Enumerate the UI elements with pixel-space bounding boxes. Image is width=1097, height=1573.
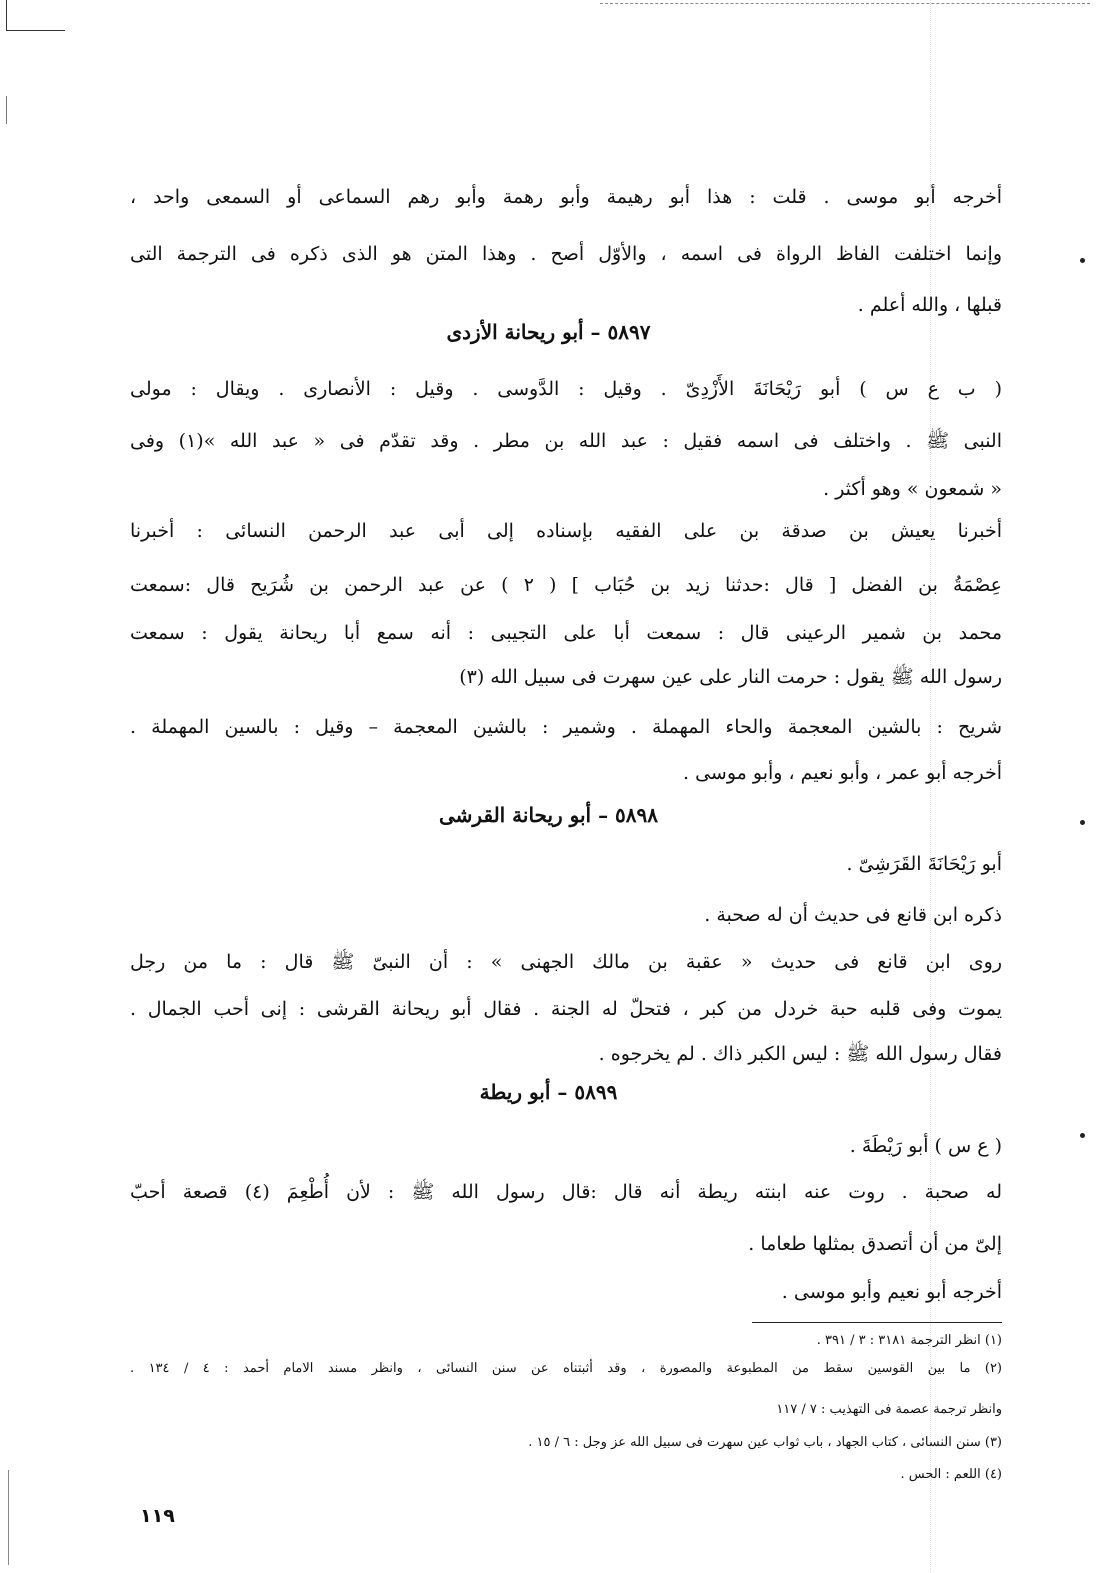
entry-line: ( ع س ) أبو رَيْطَةَ .: [849, 1135, 1002, 1157]
margin-dot: [1080, 258, 1085, 263]
entry-heading: ٥٨٩٧ – أبو ريحانة الأزدى: [446, 320, 651, 344]
entry-heading: ٥٨٩٩ – أبو ريطة: [479, 1080, 618, 1104]
footnote-separator: [752, 1322, 1002, 1323]
entry-line: ( ب ع س ) أبو رَيْحَانَةَ الأَزْدِىّ . وقيل : الدَّوسى . وقيل : الأنصارى . ويقال : مولى: [130, 378, 1002, 400]
footnote: (٤) اللعم : الحس .: [900, 1467, 1002, 1482]
margin-dot: [1080, 820, 1085, 825]
scan-edge-mark: [6, 96, 7, 124]
entry-line: أبو رَيْحَانَةَ القَرَشِىّ .: [846, 853, 1002, 875]
entry-line: « شمعون » وهو أكثر .: [823, 478, 1002, 500]
entry-line: إلىّ من أن أتصدق بمثلها طعاما .: [748, 1233, 1002, 1255]
scan-edge-mark: [8, 1470, 9, 1565]
scan-edge-mark: [600, 3, 1090, 4]
entry-line: عِصْمَةُ بن الفضل [ قال :حدثنا زيد بن حُبَاب ] ( ٢ ) عن عبد الرحمن بن شُرَيح قال :سمعت: [130, 574, 1002, 596]
page-number: ١١٩: [140, 1505, 175, 1527]
entry-line: أخرجه أبو عمر ، وأبو نعيم ، وأبو موسى .: [683, 762, 1002, 784]
entry-line: شريح : بالشين المعجمة والحاء المهملة . وشمير : بالشين المعجمة – وقيل : بالسين المهملة .: [130, 716, 1002, 738]
entry-line: فقال رسول الله ﷺ : ليس الكبر ذاك . لم يخرجوه .: [598, 1043, 1002, 1065]
footnote: (٣) سنن النسائى ، كتاب الجهاد ، باب ثواب عين سهرت فى سبيل الله عز وجل : ٦ / ١٥ .: [528, 1435, 1002, 1450]
entry-line: يموت وفى قلبه حبة خردل من كبر ، فتحلّ له الجنة . فقال أبو ريحانة القرشى : إنى أحب الجمال .: [130, 998, 1002, 1020]
entry-heading: ٥٨٩٨ – أبو ريحانة القرشى: [438, 803, 659, 827]
footnote: (٢) ما بين القوسين سقط من المطبوعة والمصورة ، وقد أثبتناه عن سنن النسائى ، وانظر مسند الامام أحمد : ٤ / ١٣٤ .: [130, 1361, 1002, 1376]
entry-line: رسول الله ﷺ يقول : حرمت النار على عين سهرت فى سبيل الله (٣): [459, 666, 1002, 688]
scan-edge-mark: [6, 0, 65, 31]
entry-line: أخرجه أبو نعيم وأبو موسى .: [781, 1281, 1002, 1303]
entry-line: النبى ﷺ . واختلف فى اسمه فقيل : عبد الله بن مطر . وقد تقدّم فى « عبد الله »(١) وفى: [130, 430, 1002, 452]
body-line: قبلها ، والله أعلم .: [857, 294, 1002, 316]
entry-line: أخبرنا يعيش بن صدقة بن على الفقيه بإسناده إلى أبى عبد الرحمن النسائى : أخبرنا: [130, 520, 1002, 542]
margin-dot: [1080, 1133, 1085, 1138]
body-line: أخرجه أبو موسى . قلت : هذا أبو رهيمة وأبو رهمة وأبو رهم السماعى أو السمعى واحد ،: [130, 186, 1002, 208]
footnote: وانظر ترجمة عصمة فى التهذيب : ٧ / ١١٧: [776, 1402, 1002, 1417]
entry-line: ذكره ابن قانع فى حديث أن له صحبة .: [704, 904, 1002, 926]
body-line: وإنما اختلفت الفاظ الرواة فى اسمه ، والأوّل أصح . وهذا المتن هو الذى ذكره فى الترجمة التى: [130, 243, 1002, 265]
entry-line: له صحبة . روت عنه ابنته ريطة أنه قال :قال رسول الله ﷺ : لأن أُطْعِمَ (٤) قصعة أحبّ: [130, 1181, 1003, 1203]
entry-line: محمد بن شمير الرعينى قال : سمعت أبا على التجيبى : أنه سمع أبا ريحانة يقول : سمعت: [130, 622, 1002, 644]
entry-line: روى ابن قانع فى حديث « عقبة بن مالك الجهنى » : أن النبىّ ﷺ قال : ما من رجل: [130, 951, 1002, 973]
footnote: (١) انظر الترجمة ٣١٨١ : ٣ / ٣٩١ .: [816, 1333, 1002, 1348]
